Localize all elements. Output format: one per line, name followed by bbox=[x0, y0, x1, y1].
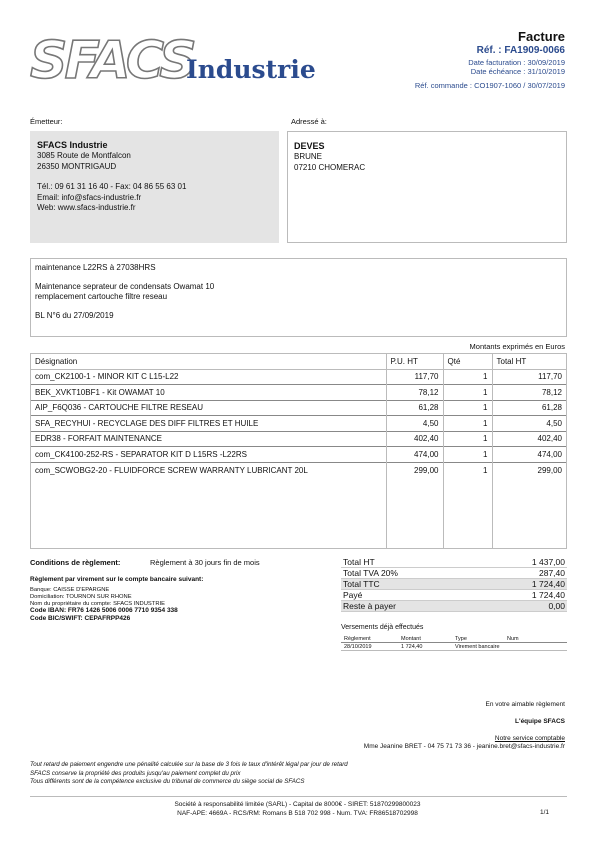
bank-details bbox=[30, 587, 178, 623]
description-line: Maintenance seprateur de condensats Owamat 10 bbox=[35, 281, 215, 291]
issuer-name: SFACS Industrie bbox=[37, 140, 108, 150]
item-designation: com_CK4100-252-RS - SEPARATOR KIT D L15RS -L22RS bbox=[31, 447, 386, 463]
invoice-ref: Réf. : FA1909-0066 bbox=[476, 45, 565, 56]
payment-num bbox=[507, 643, 567, 650]
bank-transfer-title: Règlement par virement sur le compte bancaire suivant: bbox=[30, 576, 204, 583]
logo-word: Industrie bbox=[186, 55, 316, 84]
table-header-row bbox=[31, 354, 566, 369]
closing-signature: L'équipe SFACS bbox=[515, 718, 565, 725]
payments-row bbox=[341, 643, 567, 651]
total-label: Reste à payer bbox=[343, 601, 396, 611]
payment-terms-label-text: Conditions de règlement: bbox=[30, 558, 121, 567]
invoice-header bbox=[415, 30, 565, 90]
table-row bbox=[31, 462, 566, 478]
item-designation: com_SCWOBG2-20 - FLUIDFORCE SCREW WARRANTY LUBRICANT 20L bbox=[31, 462, 386, 478]
legal-notes bbox=[30, 761, 348, 787]
issuer-web: Web: www.sfacs-industrie.fr bbox=[37, 203, 136, 212]
order-ref: Réf. commande : CO1907-1060 / 30/07/2019 bbox=[414, 81, 565, 90]
page-number: 1/1 bbox=[539, 809, 549, 816]
delivery-note: BL N°6 du 27/09/2019 bbox=[35, 310, 114, 320]
item-unit-price: 4,50 bbox=[386, 416, 443, 432]
item-unit-price: 117,70 bbox=[386, 369, 443, 385]
recipient-name: DEVES bbox=[294, 141, 325, 151]
issuer-email: Email: info@sfacs-industrie.fr bbox=[37, 192, 142, 202]
items-table bbox=[30, 353, 567, 549]
item-qty: 1 bbox=[443, 447, 492, 463]
item-unit-price: 474,00 bbox=[386, 447, 443, 463]
company-logo bbox=[30, 32, 320, 90]
footer-divider bbox=[30, 796, 567, 797]
footer-line1: Société à responsabilité limitée (SARL) - Capital de 8000€ - SIRET: 51870299800023 bbox=[174, 801, 421, 808]
table-row bbox=[31, 369, 566, 385]
payment-type: Virement bancaire bbox=[455, 644, 500, 650]
legal-line: SFACS conserve la propriété des produits jusqu'au paiement complet du prix bbox=[30, 769, 241, 777]
total-label: Total TVA 20% bbox=[343, 568, 398, 578]
recipient-line1: BRUNE bbox=[294, 152, 323, 161]
item-total: 299,00 bbox=[537, 465, 562, 475]
item-total: 4,50 bbox=[492, 416, 566, 432]
payment-amount: 1 724,40 bbox=[401, 644, 423, 650]
invoice-date: Date facturation : 30/09/2019 bbox=[468, 58, 565, 67]
accounting-service: Notre service comptable bbox=[494, 735, 565, 742]
payments-col-header: Montant bbox=[401, 636, 421, 642]
issuer-phone: Tél.: 09 61 31 16 40 - Fax: 04 86 55 63 01 bbox=[37, 182, 187, 191]
item-qty: 1 bbox=[443, 416, 492, 432]
payments-table bbox=[341, 635, 567, 651]
due-date: Date échéance : 31/10/2019 bbox=[470, 67, 565, 76]
total-row bbox=[341, 557, 567, 568]
item-qty: 1 bbox=[443, 462, 492, 478]
col-header-total: Total HT bbox=[492, 354, 566, 369]
payment-date: 28/10/2019 bbox=[344, 644, 372, 650]
table-row bbox=[31, 400, 566, 416]
legal-line: Tout retard de paiement engendre une pénalité calculée sur la base de 3 fois le taux d'intérêt légal par jour de retard bbox=[30, 761, 348, 768]
total-row bbox=[341, 579, 567, 590]
total-value: 1 724,40 bbox=[531, 590, 565, 600]
item-qty: 1 bbox=[443, 400, 492, 416]
table-row bbox=[31, 385, 566, 401]
recipient-line2: 07210 CHOMERAC bbox=[294, 162, 366, 172]
total-value: 0,00 bbox=[548, 601, 565, 611]
issuer-box bbox=[30, 131, 279, 243]
iban: Code IBAN: FR76 1426 5006 0006 7710 9354 338 bbox=[30, 607, 178, 615]
total-row bbox=[341, 590, 567, 601]
item-total: 61,28 bbox=[492, 400, 566, 416]
item-unit-price: 402,40 bbox=[386, 431, 443, 447]
total-value: 1 724,40 bbox=[531, 579, 565, 589]
bank-domiciliation: Domiciliation: TOURNON SUR RHONE bbox=[30, 593, 132, 600]
legal-line: Tous différents sont de la compétence exclusive du tribunal de commerce du siège social de SFACS bbox=[30, 778, 305, 785]
total-label: Total TTC bbox=[343, 579, 380, 589]
item-designation: AIP_F6Q036 - CARTOUCHE FILTRE RESEAU bbox=[31, 400, 386, 416]
item-unit-price: 78,12 bbox=[386, 385, 443, 401]
item-total: 474,00 bbox=[492, 447, 566, 463]
invoice-title: Facture bbox=[518, 29, 565, 44]
description-line: maintenance L22RS à 27038HRS bbox=[35, 263, 156, 272]
logo-brand: SFACS bbox=[30, 31, 194, 91]
item-designation: SFA_RECYHUI - RECYCLAGE DES DIFF FILTRES ET HUILE bbox=[31, 416, 386, 432]
closing-block bbox=[364, 701, 565, 751]
table-row bbox=[31, 431, 566, 447]
bic: Code BIC/SWIFT: CEPAFRPP426 bbox=[30, 615, 131, 623]
col-header-qty: Qté bbox=[443, 354, 492, 369]
item-qty: 1 bbox=[443, 431, 492, 447]
totals-table bbox=[341, 557, 567, 612]
table-row bbox=[31, 447, 566, 463]
account-owner: Nom du propriétaire du compte: SFACS INDUSTRIE bbox=[30, 600, 165, 607]
payments-col-header: Type bbox=[455, 636, 467, 642]
total-label: Payé bbox=[343, 590, 363, 600]
footer bbox=[0, 800, 595, 818]
payments-col-header: Num bbox=[507, 636, 519, 642]
recipient-box bbox=[287, 131, 567, 243]
closing-line: En votre aimable règlement bbox=[485, 701, 565, 708]
payments-header-row bbox=[341, 635, 567, 643]
accounting-contact: Mme Jeanine BRET - 04 75 71 73 36 - jeanine.bret@sfacs-industrie.fr bbox=[363, 743, 565, 750]
currency-note: Montants exprimés en Euros bbox=[469, 342, 565, 351]
total-row bbox=[341, 568, 567, 579]
item-unit-price: 61,28 bbox=[386, 400, 443, 416]
footer-line2: NAF-APE: 4669A - RCS/RM: Romans B 518 702 998 - Num. TVA: FR86518702998 bbox=[177, 810, 418, 817]
total-label: Total HT bbox=[343, 557, 375, 567]
issuer-address2: 26350 MONTRIGAUD bbox=[37, 161, 117, 171]
bank-name: Banque: CAISSE D'EPARGNE bbox=[30, 587, 110, 593]
payments-col-header: Règlement bbox=[344, 636, 371, 642]
description-box bbox=[30, 258, 567, 337]
issuer-address1: 3085 Route de Montfalcon bbox=[37, 151, 131, 160]
item-qty: 1 bbox=[443, 385, 492, 401]
col-header-unit-price: P.U. HT bbox=[386, 354, 443, 369]
col-header-designation: Désignation bbox=[31, 354, 386, 369]
recipient-label: Adressé à: bbox=[291, 117, 327, 126]
item-total: 402,40 bbox=[492, 431, 566, 447]
total-value: 287,40 bbox=[539, 568, 565, 578]
item-total: 117,70 bbox=[492, 369, 566, 385]
issuer-label: Émetteur: bbox=[30, 117, 63, 126]
payment-terms-label bbox=[30, 558, 120, 567]
item-designation: com_CK2100-1 - MINOR KIT C L15-L22 bbox=[31, 369, 386, 385]
item-designation: BEK_XVKT10BF1 - Kit OWAMAT 10 bbox=[31, 385, 386, 401]
item-designation: EDR38 - FORFAIT MAINTENANCE bbox=[31, 431, 386, 447]
table-row bbox=[31, 416, 566, 432]
item-qty: 1 bbox=[443, 369, 492, 385]
item-total: 78,12 bbox=[492, 385, 566, 401]
total-row bbox=[341, 601, 567, 612]
payment-terms-value: Règlement à 30 jours fin de mois bbox=[150, 558, 260, 567]
total-value: 1 437,00 bbox=[531, 557, 565, 567]
payments-title: Versements déjà effectués bbox=[341, 624, 424, 631]
item-unit-price: 299,00 bbox=[386, 462, 443, 478]
description-line: remplacement cartouche filtre reseau bbox=[35, 292, 168, 301]
